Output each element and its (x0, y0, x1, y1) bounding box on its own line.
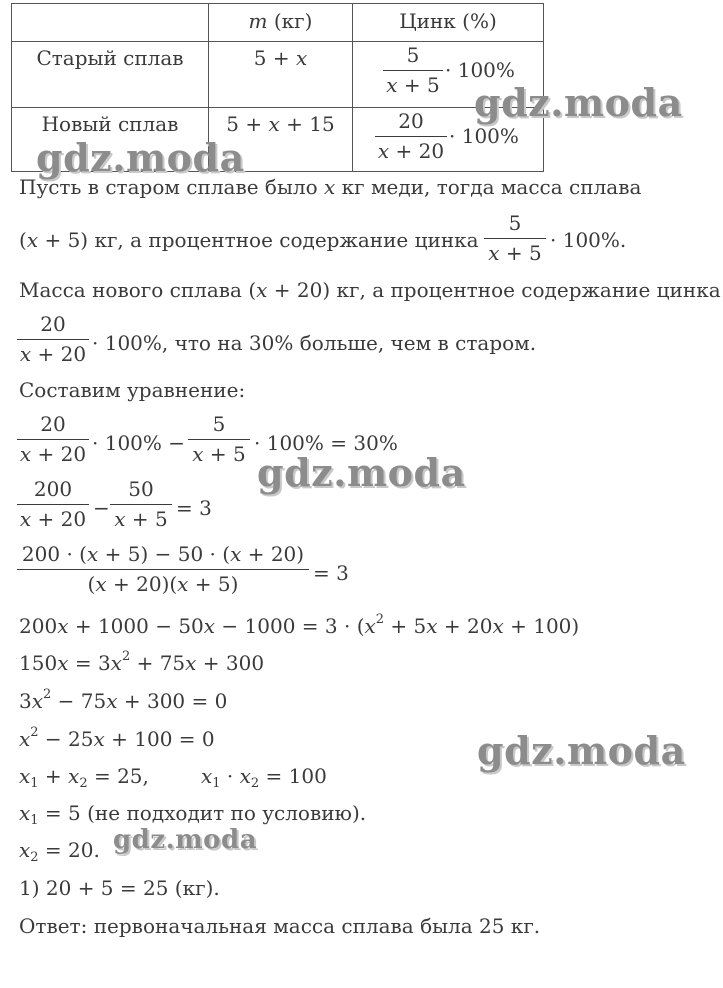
row-old-mass: 5 + x (209, 42, 353, 108)
row-old-zinc-den: x + 5 (386, 73, 440, 97)
row-new-zinc-suffix: · 100% (449, 124, 519, 148)
eq7: $x^2 - 25x + 100 = 0$ (19, 725, 215, 751)
eq4: $200x + 1000 - 50x - 1000 = 3 \cdot (x^2 + 5x + 20x + 100)$ (19, 612, 580, 638)
eq1-fraction-2: 5 x + 5 (188, 411, 250, 467)
eq8a: $x_1 + x_2 = 25$, (19, 764, 149, 791)
eq3-fraction: 200 · (x + 5) − 50 · (x + 20) (x + 20)(x + 5) (17, 541, 309, 597)
answer: Ответ: первоначальная масса сплава была 25 кг. (19, 914, 541, 938)
eq2-mid: − (93, 496, 110, 520)
eq1-suffix: · 100% = 30% (254, 431, 398, 455)
header-zinc: Цинк (%) (353, 4, 544, 42)
eq5: $150x = 3x^2 + 75x + 300$ (19, 649, 265, 675)
row-old-zinc-num: 5 (406, 43, 420, 67)
p2-suffix: · 100%. (550, 228, 627, 252)
watermark: gdz.moda (474, 80, 683, 125)
row-new-label: Новый сплав (12, 108, 209, 172)
row-old-zinc-suffix: · 100% (445, 58, 515, 82)
eq1-mid: · 100% − (92, 431, 186, 455)
step-1: 1) 20 + 5 = 25 (кг). (19, 876, 220, 900)
eq6: $3x^2 - 75x + 300 = 0$ (19, 687, 228, 713)
p4-fraction: 20 x + 20 (17, 311, 89, 367)
header-mass: m (кг) (209, 4, 353, 42)
paragraph-5: Составим уравнение: (19, 378, 246, 402)
eq2-fraction-2: 50 x + 5 (110, 476, 172, 532)
eq1-fraction-1: 20 x + 20 (17, 411, 89, 467)
watermark: gdz.moda (113, 825, 258, 855)
paragraph-1: Пусть в старом сплаве было x кг меди, тогда масса сплава (19, 175, 642, 199)
watermark: gdz.moda (257, 450, 466, 495)
eq2-fraction-1: 200 x + 20 (17, 476, 89, 532)
watermark: gdz.moda (36, 135, 245, 180)
eq10: $x_2 = 20$. (19, 838, 100, 865)
row-new-mass: 5 + x + 15 (209, 108, 353, 172)
watermark: gdz.moda (477, 728, 686, 773)
row-old-label: Старый сплав (12, 42, 209, 108)
p4-suffix: · 100%, что на 30% больше, чем в старом. (92, 331, 537, 355)
paragraph-3: Масса нового сплава (x + 20) кг, а процентное содержание цинка (19, 278, 721, 302)
paragraph-2: (x + 5) кг, а процентное содержание цинка (19, 228, 479, 252)
eq9: $x_1 = 5$ (не подходит по условию). (19, 801, 367, 828)
row-new-zinc-num: 20 (398, 109, 424, 133)
eq3-suffix: = 3 (313, 561, 349, 585)
table-corner-cell (12, 4, 209, 42)
eq8b: $x_1 \cdot x_2 = 100$ (201, 764, 327, 791)
eq2-suffix: = 3 (176, 496, 212, 520)
row-new-zinc-den: x + 20 (377, 139, 445, 163)
p2-fraction: 5 x + 5 (484, 210, 546, 266)
